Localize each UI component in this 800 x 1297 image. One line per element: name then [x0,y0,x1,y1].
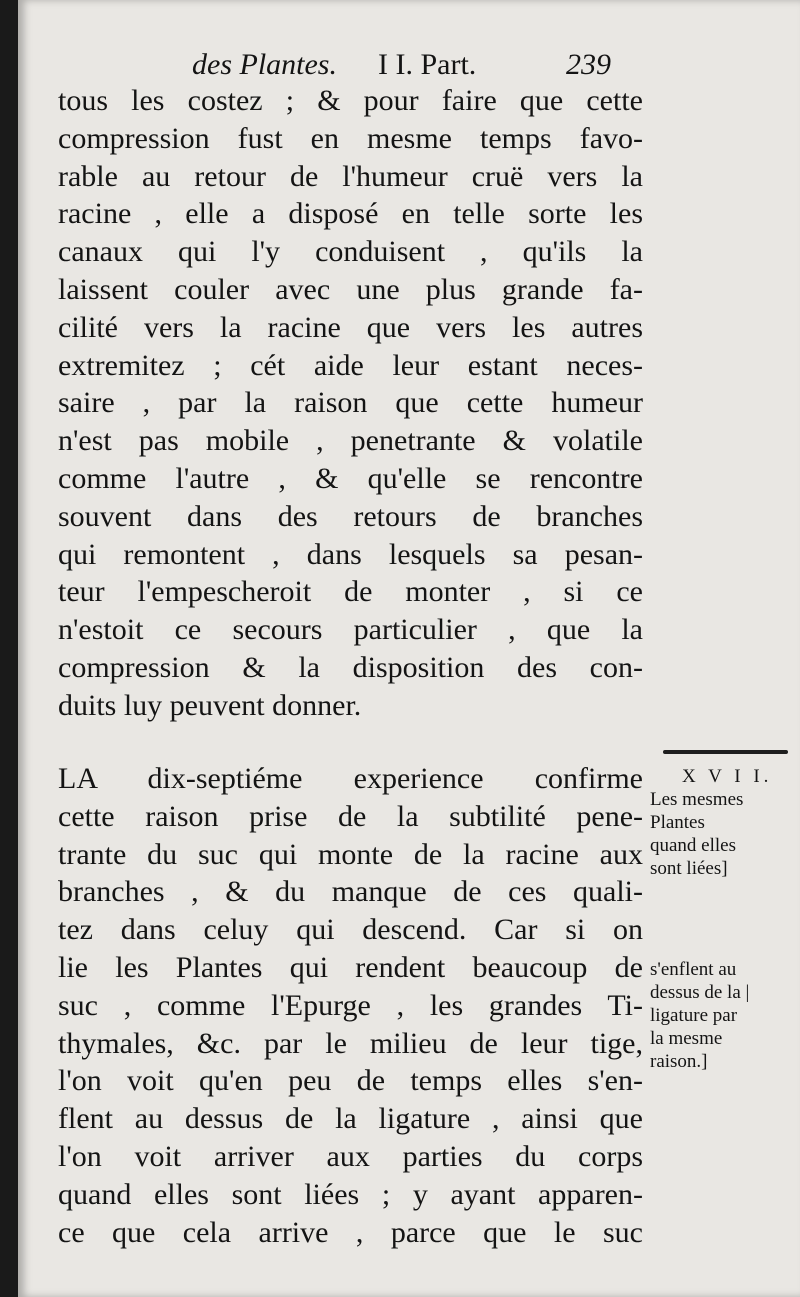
text-line: l'on voit qu'en peu de temps elles s'en- [58,1064,643,1098]
margin-note-line: raison.] [650,1051,708,1072]
text-line: canaux qui l'y conduisent , qu'ils la [58,235,643,269]
text-line: quand elles sont liées ; y ayant apparen- [58,1177,643,1211]
text-line: extremitez ; cét aide leur estant neces- [58,348,643,382]
text-line: lie les Plantes qui rendent beaucoup de [58,950,643,984]
margin-note-b [650,958,800,1073]
text-line: tous les costez ; & pour faire que cette [58,84,643,117]
running-header [18,42,800,82]
margin-note-line: ligature par [650,1005,738,1026]
margin-note-line: la mesme [650,1028,723,1049]
bleed-through-shadow [318,720,658,760]
margin-note-line: Plantes [650,812,705,833]
text-line: qui remontent , dans lesquels sa pesan- [58,537,643,571]
text-line: ce que cela arrive , parce que le suc [58,1215,643,1249]
text-line: flent au dessus de la ligature , ainsi que [58,1102,643,1136]
text-line: n'est pas mobile , penetrante & volatile [58,424,643,458]
text-line: racine , elle a disposé en telle sorte les [58,197,643,231]
margin-note-line: dessus de la | [650,982,750,1003]
text-line: compression & la disposition des con- [58,650,643,684]
paragraph-1 [58,82,643,725]
page-number: 239 [566,48,611,81]
text-line: suc , comme l'Epurge , les grandes Ti- [58,988,643,1022]
paragraph-2 [58,760,643,1251]
margin-note-line: Les mesmes [650,789,744,810]
margin-rule [663,750,788,754]
text-line: thymales, &c. par le milieu de leur tige, [58,1026,643,1060]
text-line: cette raison prise de la subtilité pene- [58,799,643,833]
margin-note-line: sont liées] [650,858,728,879]
margin-note-line: s'enflent au [650,959,737,980]
text-line: saire , par la raison que cette humeur [58,386,643,420]
header-title: des Plantes. [192,48,337,81]
text-line: rable au retour de l'humeur cruë vers la [58,159,643,193]
text-line: cilité vers la racine que vers les autres [58,310,643,344]
text-line-last: duits luy peuvent donner. [58,688,362,722]
book-page [18,0,800,1297]
text-line: tez dans celuy qui descend. Car si on [58,913,643,947]
header-part: I I. Part. [378,48,477,81]
text-line: l'on voit arriver aux parties du corps [58,1139,643,1173]
text-line: laissent couler avec une plus grande fa- [58,272,643,306]
text-line: souvent dans des retours de branches [58,499,643,533]
margin-note-line: quand elles [650,835,737,856]
text-line: compression fust en mesme temps favo- [58,121,643,155]
text-line: teur l'empescheroit de monter , si ce [58,575,643,609]
text-line: comme l'autre , & qu'elle se rencontre [58,461,643,495]
text-line: n'estoit ce secours particulier , que la [58,613,643,647]
margin-note-a [650,765,800,880]
text-line: trante du suc qui monte de la racine aux [58,837,643,871]
text-line: LA dix-septiéme experience confirme [58,762,643,795]
margin-note-number: X V I I. [682,766,773,787]
text-line: branches , & du manque de ces quali- [58,875,643,909]
